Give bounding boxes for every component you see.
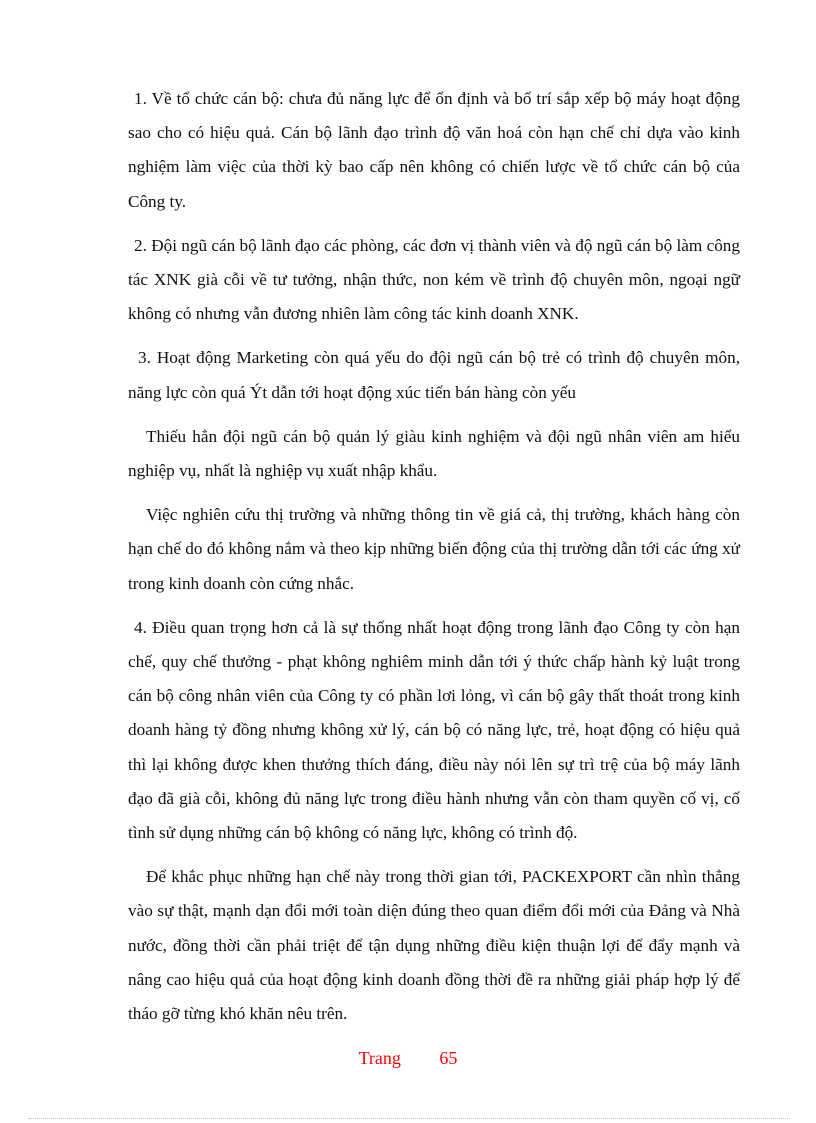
paragraph-org-staff: 1. Về tổ chức cán bộ: chưa đủ năng lực để ổn định và bố trí sắp xếp bộ máy hoạt động sao cho có hiệu quả. Cán bộ lãnh đạo trình độ văn hoá còn hạn chế chỉ dựa vào kinh nghiệm làm việc của thời kỳ bao cấp nên không có chiến lược về tổ chức cán bộ của Công ty.	[128, 89, 740, 211]
page-footer	[0, 1048, 816, 1069]
paragraph-leadership-team: 2. Đội ngũ cán bộ lãnh đạo các phòng, các đơn vị thành viên và độ ngũ cán bộ làm công tác XNK già cỗi về tư tưởng, nhận thức, non kém về trình độ chuyên môn, ngoại ngữ không có nhưng vẫn đương nhiên làm công tác kinh doanh XNK.	[128, 235, 740, 324]
paragraph-market-research: Việc nghiên cứu thị trường và những thông tin về giá cả, thị trường, khách hàng còn hạn chế do đó không nắm và theo kịp những biến động của thị trường dẫn tới các ứng xử trong kinh doanh còn cứng nhắc.	[128, 505, 740, 593]
paragraph-remedy: Để khắc phục những hạn chế này trong thời gian tới, PACKEXPORT cần nhìn thẳng vào sự thật, mạnh dạn đổi mới toàn diện đúng theo quan điểm đổi mới của Đảng và Nhà nước, đồng thời cần phải triệt để tận dụng những điều kiện thuận lợi để đẩy mạnh và nâng cao hiệu quả của hoạt động kinh doanh đồng thời đề ra những giải pháp hợp lý để tháo gỡ từng khó khăn nêu trên.	[128, 867, 740, 1024]
paragraph-management-shortage: Thiếu hẳn đội ngũ cán bộ quản lý giàu kinh nghiệm và đội ngũ nhân viên am hiểu nghiệp vụ, nhất là nghiệp vụ xuất nhập khẩu.	[128, 426, 740, 481]
document-body	[128, 82, 740, 1041]
paragraph-marketing: 3. Hoạt động Marketing còn quá yếu do đội ngũ cán bộ trẻ có trình độ chuyên môn, năng lực còn quá Ýt dẫn tới hoạt động xúc tiến bán hàng còn yếu	[128, 348, 740, 402]
page-number: 65	[439, 1048, 458, 1068]
page-label: Trang	[358, 1048, 401, 1068]
page-bottom-divider	[28, 1118, 790, 1119]
paragraph-unity-discipline: 4. Điều quan trọng hơn cả là sự thống nhất hoạt động trong lãnh đạo Công ty còn hạn chế, quy chế thưởng - phạt không nghiêm minh dẫn tới ý thức chấp hành kỷ luật trong cán bộ công nhân viên của Công ty có phần lơi lỏng, vì cán bộ gây thất thoát trong kinh doanh hàng tỷ đồng nhưng không xử lý, cán bộ có năng lực, trẻ, hoạt động có hiệu quả thì lại không được khen thưởng thích đáng, điều này nói lên sự trì trệ của bộ máy lãnh đạo đã già cỗi, không đủ năng lực trong điều hành nhưng vẫn còn tham quyền cố vị, cố tình sử dụng những cán bộ không có năng lực, không có trình độ.	[128, 617, 740, 843]
